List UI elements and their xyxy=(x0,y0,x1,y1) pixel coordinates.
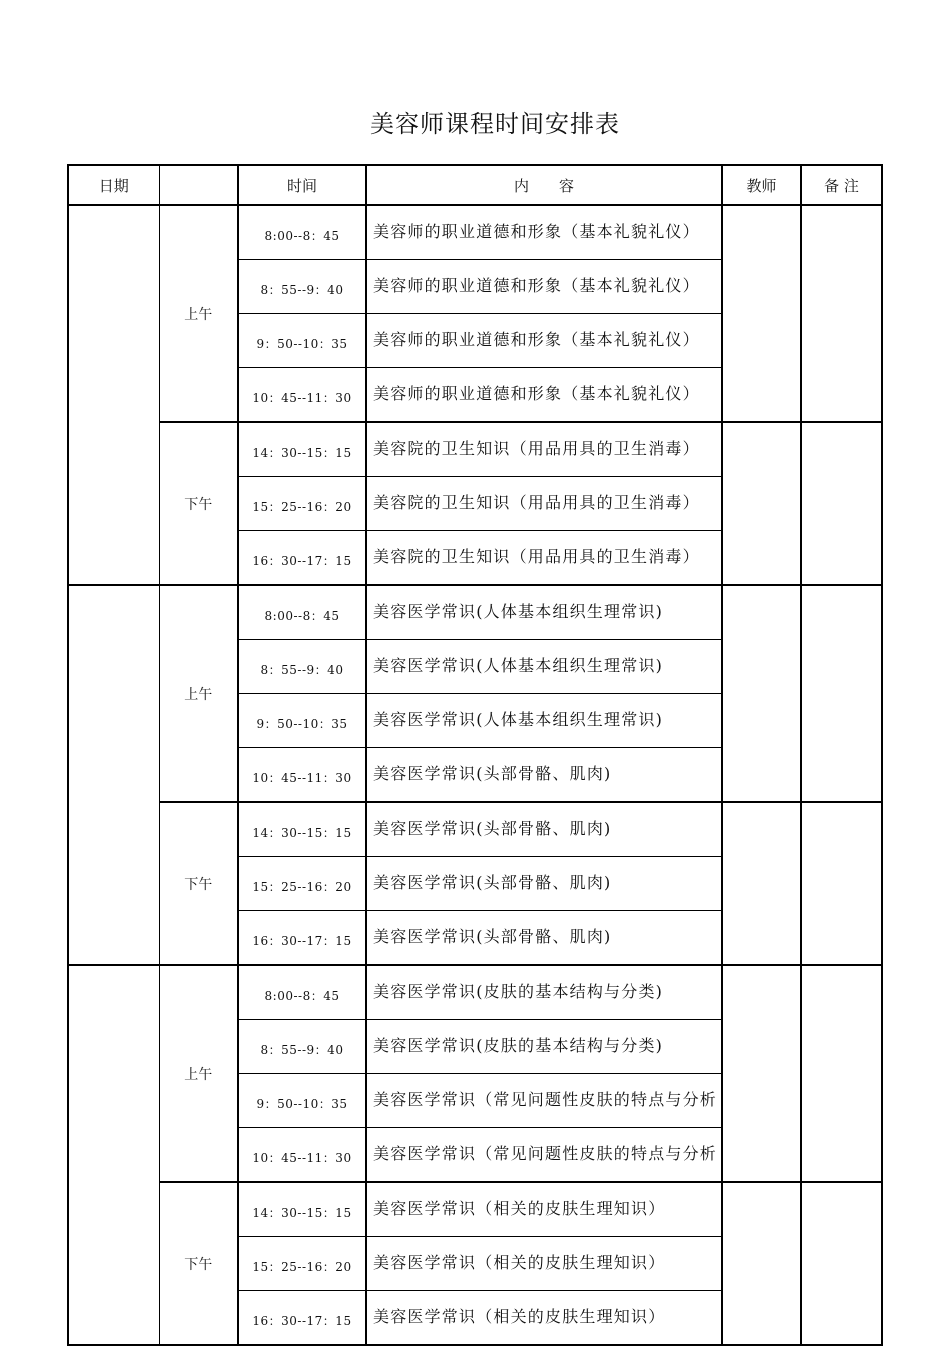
remark-cell xyxy=(801,1182,882,1345)
content-cell: 美容医学常识（相关的皮肤生理知识） xyxy=(366,1291,722,1346)
teacher-cell xyxy=(722,965,801,1182)
period-morning: 上午 xyxy=(159,585,238,802)
time-cell: 15：25--16：20 xyxy=(238,857,366,911)
remark-cell xyxy=(801,205,882,422)
teacher-cell xyxy=(722,802,801,965)
period-morning: 上午 xyxy=(159,205,238,422)
time-cell: 16：30--17：15 xyxy=(238,911,366,966)
content-cell: 美容院的卫生知识（用品用具的卫生消毒） xyxy=(366,531,722,586)
content-cell: 美容师的职业道德和形象（基本礼貌礼仪） xyxy=(366,368,722,423)
time-cell: 16：30--17：15 xyxy=(238,531,366,586)
time-cell: 14：30--15：15 xyxy=(238,422,366,477)
date-cell xyxy=(68,965,159,1345)
content-cell: 美容医学常识(皮肤的基本结构与分类) xyxy=(366,965,722,1020)
teacher-cell xyxy=(722,205,801,422)
header-date: 日期 xyxy=(68,165,159,205)
table-row xyxy=(68,1182,882,1237)
content-cell: 美容医学常识(头部骨骼、肌肉) xyxy=(366,748,722,803)
table-row xyxy=(68,585,882,640)
header-time: 时间 xyxy=(238,165,366,205)
teacher-cell xyxy=(722,585,801,802)
header-period xyxy=(159,165,238,205)
date-cell xyxy=(68,205,159,585)
time-cell: 14：30--15：15 xyxy=(238,1182,366,1237)
time-cell: 8：55--9：40 xyxy=(238,260,366,314)
content-cell: 美容医学常识(皮肤的基本结构与分类) xyxy=(366,1020,722,1074)
page-title: 美容师课程时间安排表 xyxy=(370,110,620,138)
header-remark: 备 注 xyxy=(801,165,882,205)
date-cell xyxy=(68,585,159,965)
remark-cell xyxy=(801,965,882,1182)
time-cell: 16：30--17：15 xyxy=(238,1291,366,1346)
content-cell: 美容医学常识(头部骨骼、肌肉) xyxy=(366,911,722,966)
period-afternoon: 下午 xyxy=(159,1182,238,1345)
header-content: 内 容 xyxy=(366,165,722,205)
content-cell: 美容院的卫生知识（用品用具的卫生消毒） xyxy=(366,422,722,477)
period-afternoon: 下午 xyxy=(159,802,238,965)
table-row xyxy=(68,205,882,260)
content-cell: 美容医学常识（常见问题性皮肤的特点与分析 xyxy=(366,1074,722,1128)
table-row xyxy=(68,965,882,1020)
time-cell: 8:00--8：45 xyxy=(238,585,366,640)
time-cell: 9：50--10：35 xyxy=(238,694,366,748)
time-cell: 10：45--11：30 xyxy=(238,1128,366,1183)
time-cell: 8:00--8：45 xyxy=(238,205,366,260)
schedule-table xyxy=(67,164,883,1346)
remark-cell xyxy=(801,422,882,585)
time-cell: 9：50--10：35 xyxy=(238,1074,366,1128)
content-cell: 美容医学常识(人体基本组织生理常识) xyxy=(366,585,722,640)
time-cell: 8:00--8：45 xyxy=(238,965,366,1020)
time-cell: 10：45--11：30 xyxy=(238,368,366,423)
content-cell: 美容医学常识(头部骨骼、肌肉) xyxy=(366,802,722,857)
content-cell: 美容院的卫生知识（用品用具的卫生消毒） xyxy=(366,477,722,531)
time-cell: 14：30--15：15 xyxy=(238,802,366,857)
period-morning: 上午 xyxy=(159,965,238,1182)
table-row xyxy=(68,802,882,857)
content-cell: 美容医学常识(人体基本组织生理常识) xyxy=(366,694,722,748)
teacher-cell xyxy=(722,1182,801,1345)
content-cell: 美容医学常识(人体基本组织生理常识) xyxy=(366,640,722,694)
remark-cell xyxy=(801,585,882,802)
time-cell: 10：45--11：30 xyxy=(238,748,366,803)
content-cell: 美容医学常识（常见问题性皮肤的特点与分析 xyxy=(366,1128,722,1183)
header-row xyxy=(68,165,882,205)
time-cell: 9：50--10：35 xyxy=(238,314,366,368)
time-cell: 15：25--16：20 xyxy=(238,1237,366,1291)
time-cell: 8：55--9：40 xyxy=(238,1020,366,1074)
header-teacher: 教师 xyxy=(722,165,801,205)
table-row xyxy=(68,422,882,477)
content-cell: 美容医学常识(头部骨骼、肌肉) xyxy=(366,857,722,911)
time-cell: 15：25--16：20 xyxy=(238,477,366,531)
schedule-body xyxy=(68,205,882,1345)
content-cell: 美容医学常识（相关的皮肤生理知识） xyxy=(366,1237,722,1291)
remark-cell xyxy=(801,802,882,965)
content-cell: 美容师的职业道德和形象（基本礼貌礼仪） xyxy=(366,205,722,260)
content-cell: 美容医学常识（相关的皮肤生理知识） xyxy=(366,1182,722,1237)
period-afternoon: 下午 xyxy=(159,422,238,585)
content-cell: 美容师的职业道德和形象（基本礼貌礼仪） xyxy=(366,260,722,314)
content-cell: 美容师的职业道德和形象（基本礼貌礼仪） xyxy=(366,314,722,368)
time-cell: 8：55--9：40 xyxy=(238,640,366,694)
teacher-cell xyxy=(722,422,801,585)
